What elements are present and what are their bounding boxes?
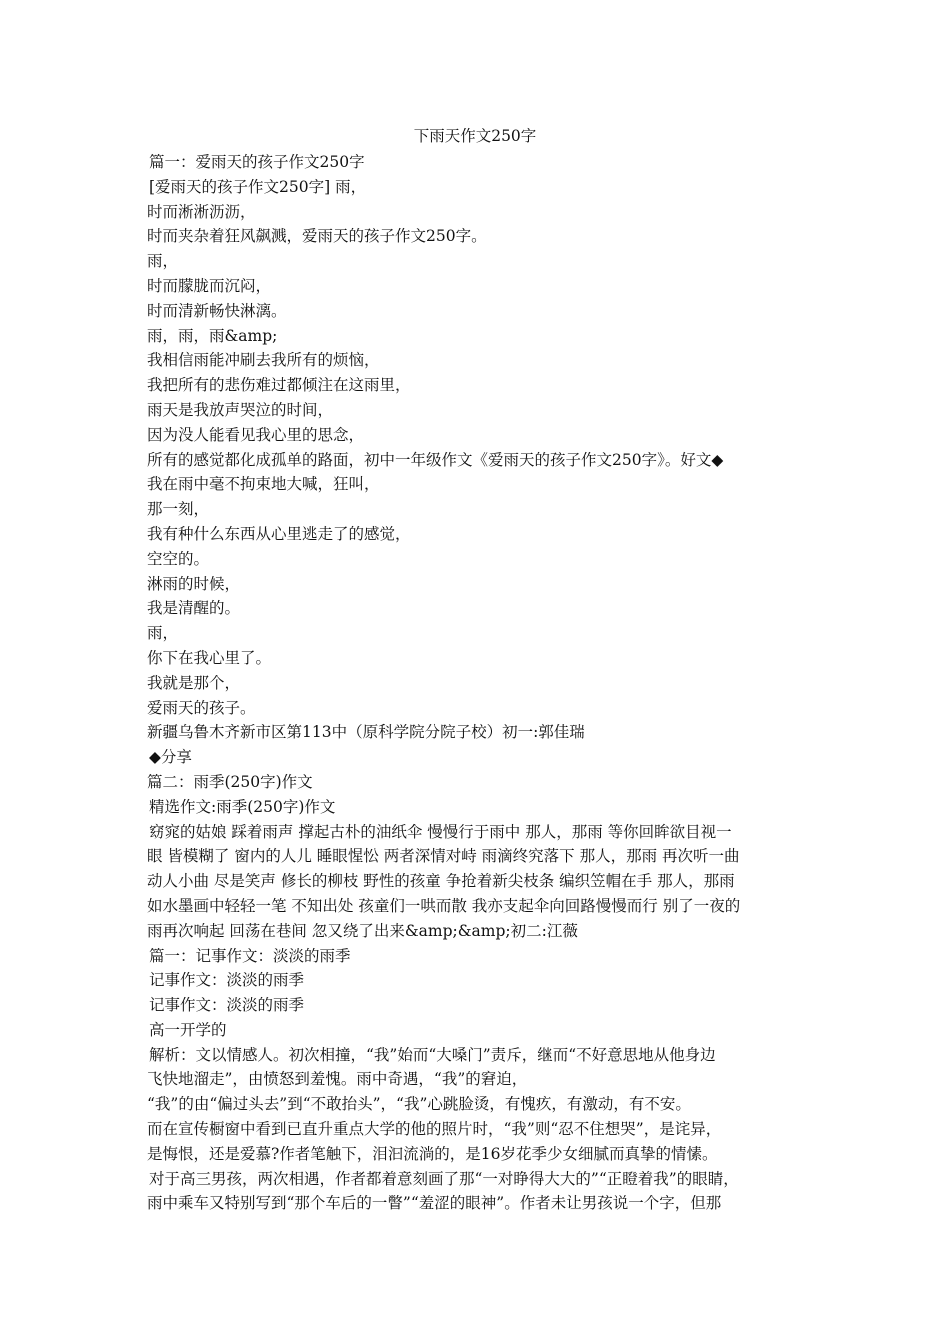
document-body: [147, 150, 817, 1216]
text-line: 篇一：爱雨天的孩子作文250字: [149, 153, 365, 171]
text-line: 窈窕的姑娘 踩着雨声 撑起古朴的油纸伞 慢慢行于雨中 那人，那雨 等你回眸欲目视一: [149, 822, 732, 841]
text-line: 动人小曲 尽是笑声 修长的柳枝 野性的孩童 争抢着新尖枝条 编织笠帽在手 那人，那雨: [147, 872, 735, 891]
text-line: 高一开学的: [149, 1020, 227, 1039]
text-line: 时而淅淅沥沥，: [147, 202, 256, 221]
text-line: 我在雨中毫不拘束地大喊，狂叫，: [147, 475, 380, 494]
text-line: 解析：文以情感人。初次相撞，“我”始而“大嗓门”责斥，继而“不好意思地从他身边: [149, 1045, 716, 1064]
text-line: 对于高三男孩，两次相遇，作者都着意刻画了那“一对睁得大大的”“正瞪着我”的眼睛，: [149, 1169, 739, 1188]
text-line: 雨，: [147, 252, 179, 271]
text-line: 空空的。: [147, 549, 210, 568]
text-line: 如水墨画中轻轻一笔 不知出处 孩童们一哄而散 我亦支起伞向回路慢慢而行 别了一夜的: [147, 896, 741, 915]
text-line: 精选作文:雨季(250字)作文: [149, 797, 336, 816]
text-line: 因为没人能看见我心里的思念，: [147, 425, 365, 444]
text-line: 而在宣传橱窗中看到已直升重点大学的他的照片时，“我”则“忍不住想哭”，是诧异，: [147, 1120, 722, 1139]
text-line: 时而清新畅快淋漓。: [147, 301, 287, 320]
text-line: 我相信雨能冲刷去我所有的烦恼，: [147, 351, 380, 370]
text-line: 雨，: [147, 624, 179, 643]
text-line: 雨天是我放声哭泣的时间，: [147, 400, 334, 419]
text-line: 爱雨天的孩子。: [147, 698, 256, 717]
text-line: 时而夹杂着狂风飙溅，爱雨天的孩子作文250字。: [147, 227, 487, 246]
text-line: 新疆乌鲁木齐新市区第113中（原科学院分院子校）初一:郭佳瑞: [147, 723, 585, 742]
text-line: 雨中乘车又特别写到“那个车后的一瞥”“羞涩的眼神”。作者未让男孩说一个字，但那: [147, 1194, 722, 1213]
text-line: ◆分享: [149, 748, 192, 767]
text-line: 篇二：雨季(250字)作文: [147, 772, 313, 791]
text-line: 你下在我心里了。: [147, 648, 272, 667]
text-line: 雨再次响起 回荡在巷间 忽又绕了出来&amp;&amp;初二:江薇: [147, 921, 578, 940]
text-line: 我把所有的悲伤难过都倾注在这雨里，: [147, 376, 411, 395]
text-line: 时而朦胧而沉闷，: [147, 276, 272, 295]
text-line: [爱雨天的孩子作文250字] 雨，: [149, 177, 367, 196]
text-line: 我是清醒的。: [147, 599, 241, 618]
text-line: “我”的由“偏过头去”到“不敢抬头”，“我”心跳脸烫，有愧疚，有激动，有不安。: [147, 1095, 691, 1114]
document-title: 下雨天作文250字: [413, 127, 537, 145]
text-line: 是悔恨，还是爱慕?作者笔触下，泪汩流淌的，是16岁花季少女细腻而真挚的情愫。: [147, 1144, 718, 1163]
text-line: 我有种什么东西从心里逃走了的感觉，: [147, 524, 411, 543]
text-line: 飞快地溜走”，由愤怒到羞愧。雨中奇遇，“我”的窘迫，: [147, 1070, 528, 1089]
text-line: 雨，雨，雨&amp;: [147, 326, 278, 345]
text-line: 眼 皆模糊了 窗内的人儿 睡眼惺忪 两者深情对峙 雨滴终究落下 那人，那雨 再次听一曲: [147, 847, 740, 866]
text-line: 记事作文：淡淡的雨季: [149, 971, 305, 990]
text-line: 所有的感觉都化成孤单的路面，初中一年级作文《爱雨天的孩子作文250字》。好文◆: [147, 450, 724, 469]
text-line: 我就是那个，: [147, 673, 241, 692]
text-line: 记事作文：淡淡的雨季: [149, 996, 305, 1015]
text-line: 篇一：记事作文：淡淡的雨季: [149, 946, 351, 965]
text-line: 那一刻，: [147, 500, 210, 519]
text-line: 淋雨的时候，: [147, 574, 241, 593]
